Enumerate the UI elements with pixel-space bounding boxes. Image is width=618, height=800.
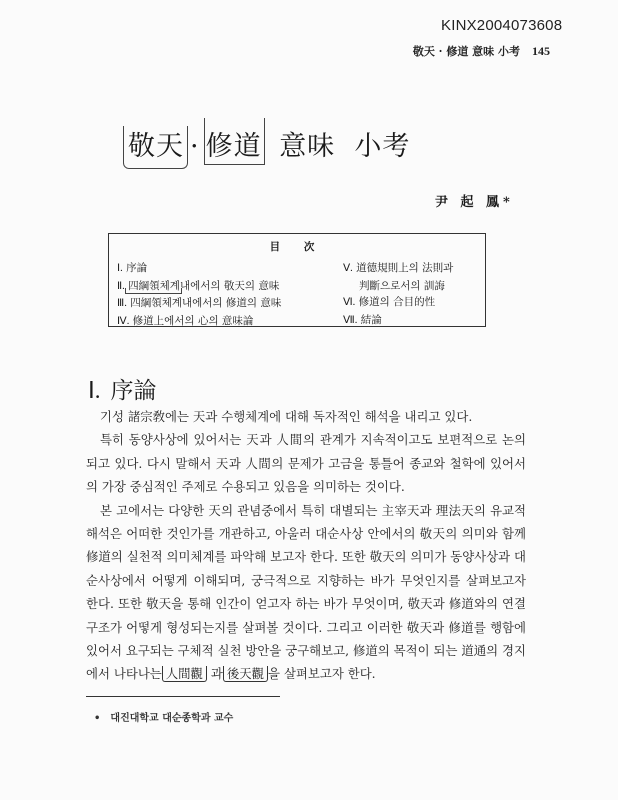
running-head xyxy=(413,43,550,59)
toc-item xyxy=(343,260,453,278)
toc-item-label: 四綱領체계내에서의 修道의 意味 xyxy=(130,297,282,309)
toc-item xyxy=(343,312,453,330)
table-of-contents xyxy=(108,233,486,327)
footnote-divider xyxy=(86,696,280,697)
toc-item xyxy=(117,260,281,278)
footnote xyxy=(94,709,233,724)
toc-item xyxy=(117,295,281,313)
paragraph-text: 과 xyxy=(210,666,223,682)
toc-item-label-marked: 四綱領체계 xyxy=(128,279,180,292)
paragraph xyxy=(86,499,526,686)
paragraph-text: 을 살펴보고자 한다. xyxy=(268,666,376,682)
paragraph-text: 본 고에서는 다양한 天의 관념중에서 특히 대별되는 主宰天과 理法天의 유교적 해석은 어떠한 것인가를 개관하고, 아울러 대순사상 안에서의 敬天의 의미와 함께 修道의 실천적 의미체계를 파악해 보고자 한다. 또한 敬天의 의미가 동양사상과 대순사상에서 어떻게 이해되며, 궁극적으로 지향하는 바가 무엇인지를 살펴보고자 한다. 또한 敬天을 통해 인간이 얻고자 하는 바가 무엇이며, 敬天과 修道와의 연결구조가 어떻게 형성되는지를 살펴볼 것이다. 그리고 이러한 敬天과 修道를 행함에 있어서 요구되는 구체적 실천 방안을 궁구해보고, 修道의 목적이 되는 道通의 경지에서 나타나는 xyxy=(86,502,526,682)
toc-item-number: Ⅶ. xyxy=(343,314,358,326)
section-heading xyxy=(88,372,157,405)
toc-item-continuation xyxy=(343,278,453,295)
title-part-marked-2 xyxy=(206,124,262,163)
handwritten-mark-later-heaven-view: 後天觀 xyxy=(223,666,268,682)
footnote-marker: • xyxy=(94,713,101,724)
paragraph: 기성 諸宗敎에는 天과 수행체계에 대해 독자적인 해석을 내리고 있다. xyxy=(100,409,473,424)
title-text-3: 意味 小考 xyxy=(279,131,411,162)
footnote-text: 대진대학교 대순종학과 교수 xyxy=(110,713,234,724)
document-id: KINX2004073608 xyxy=(441,17,563,34)
toc-item-number: Ⅳ. xyxy=(117,315,130,327)
paper-title xyxy=(128,124,410,163)
toc-item-number: Ⅰ. xyxy=(117,263,123,274)
author-name: 尹 起 鳳* xyxy=(435,195,514,210)
body-text xyxy=(86,405,526,686)
page-number: 145 xyxy=(532,44,550,58)
section-title: 序論 xyxy=(110,378,157,404)
title-part-marked-1 xyxy=(128,124,184,163)
toc-left-column xyxy=(117,260,281,330)
toc-item-label: 道德規則上의 法則과 xyxy=(356,262,454,274)
section-number: Ⅰ. xyxy=(88,378,101,403)
toc-item-label: 修道上에서의 心의 意味論 xyxy=(132,314,254,327)
toc-item-label: 結論 xyxy=(360,313,382,326)
toc-item-label: 判斷으로서의 訓誨 xyxy=(359,279,445,292)
toc-item-label: 내에서의 敬天의 意味 xyxy=(179,279,280,292)
title-text-2: 修道 xyxy=(205,131,262,162)
toc-item-number: Ⅴ. xyxy=(343,263,353,274)
toc-right-column xyxy=(343,260,453,329)
toc-item-number: Ⅱ. xyxy=(117,280,125,292)
toc-item xyxy=(117,278,281,296)
toc-item-label: 序論 xyxy=(126,262,148,274)
toc-item-number: Ⅲ. xyxy=(117,298,127,309)
toc-item-label: 修道의 合目的性 xyxy=(358,296,436,308)
title-text-1: 敬天 xyxy=(128,131,184,162)
toc-item xyxy=(343,294,453,312)
toc-item-number: Ⅵ. xyxy=(343,297,356,308)
paragraph: 특히 동양사상에 있어서는 天과 人間의 관계가 지속적이고도 보편적으로 논의되고 있다. 다시 말해서 天과 人間의 문제가 고금을 통틀어 종교와 철학에 있어서의 가장 중심적인 주제로 수용되고 있음을 의미하는 것이다. xyxy=(86,432,526,495)
handwritten-bracket-mark xyxy=(204,118,265,165)
running-head-title: 敬天 · 修道 意味 小考 xyxy=(412,45,520,58)
handwritten-bracket-mark xyxy=(123,126,188,169)
handwritten-mark-humanity-view: 人間觀 xyxy=(162,666,207,682)
toc-item xyxy=(117,313,281,331)
title-separator: · xyxy=(190,131,200,162)
toc-heading: 目 次 xyxy=(269,241,325,253)
